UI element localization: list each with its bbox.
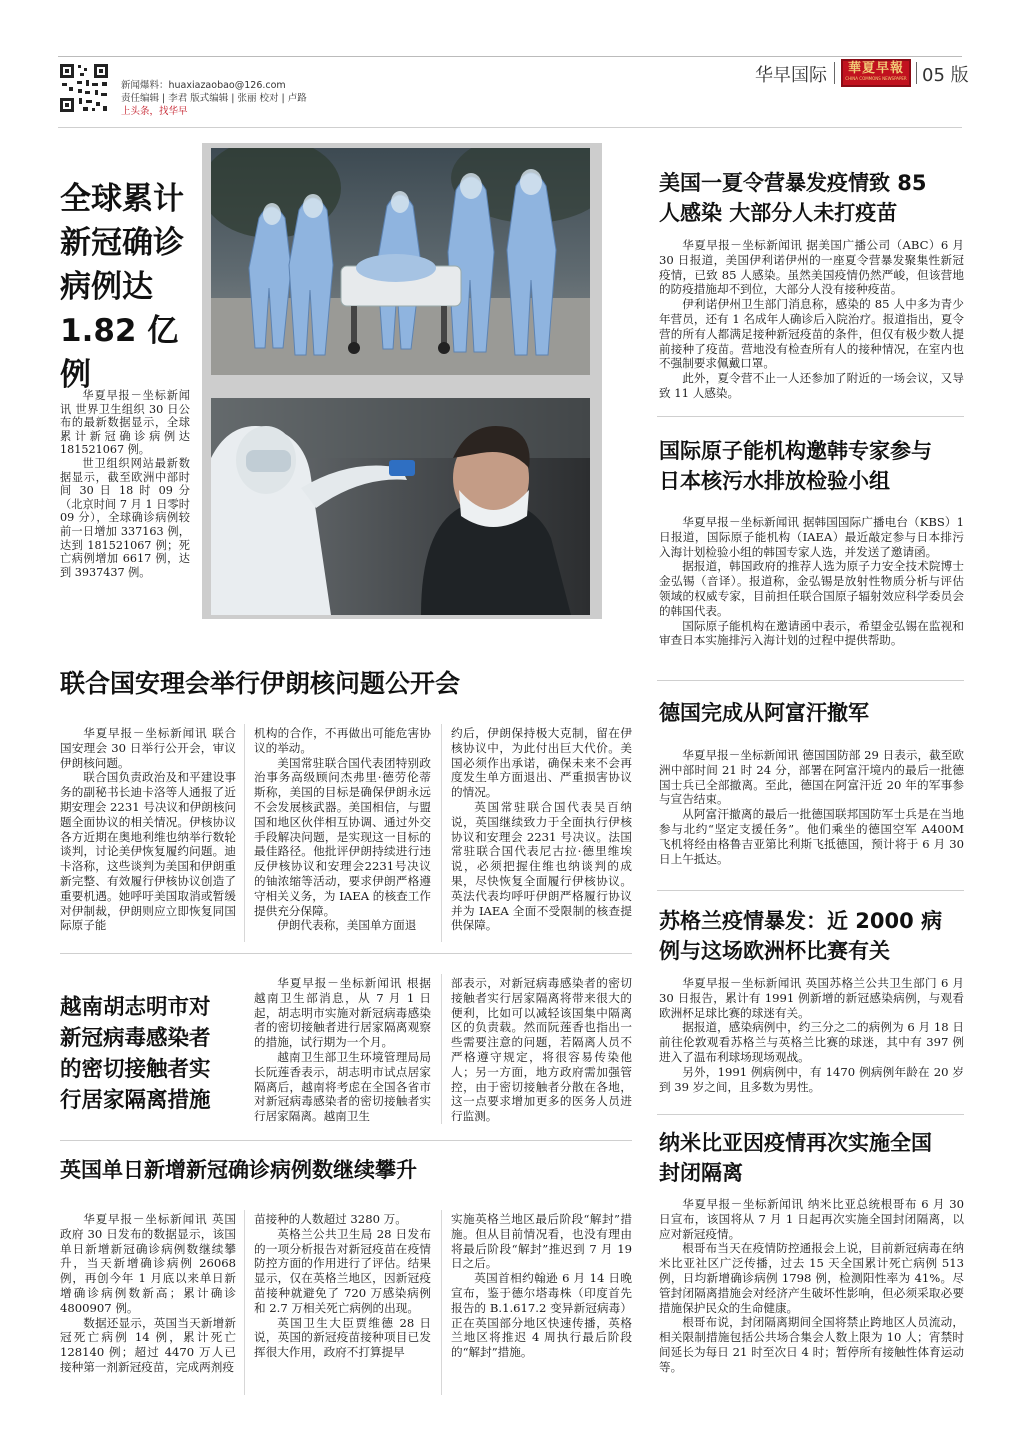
a5-headline-line: 新冠病毒感染者 (60, 1026, 211, 1051)
a8-col2 (254, 1212, 431, 1360)
a4-headline: 联合国安理会举行伊朗核问题公开会 (60, 669, 461, 698)
a5-paragraph: 部表示，对新冠病毒感染者的密切接触者实行居家隔离将带来很大的便利，比如可以减轻该国集中隔离区的负责载。然而阮莲香也指出一些需要注意的问题，若隔离人员不严格遵守规定，将很容易传染他人；另一方面，地方政府需加强管控，由于密切接触者分散在各地，这一点要求增加更多的医务人员进行监测。 (451, 976, 632, 1124)
a2-headline-line: 美国一夏令营暴发疫情致 85 (659, 171, 927, 195)
a5-col1 (254, 976, 431, 1124)
a4-paragraph: 约后，伊朗保持极大克制，留在伊核协议中，为此付出巨大代价。美国必须作出承诺，确保未来不会再度发生单方面退出、严重损害协议的情况。 (451, 726, 632, 800)
a8-paragraph: 英格兰公共卫生局 28 日发布的一项分析报告对新冠疫苗在疫情防控方面的作用进行了评估。结果显示，仅在英格兰地区，因新冠疫苗接种就避免了 720 万感染病例和 2.7 万相关死亡病例的出现。 (254, 1226, 431, 1315)
a7-paragraph: 另外，1991 例病例中，有 1470 例病例年龄在 20 岁到 39 岁之间，且多数为男性。 (659, 1064, 964, 1094)
divider (60, 1140, 632, 1141)
a6-body (659, 748, 964, 866)
a3-body (659, 515, 964, 648)
a7-headline-line: 例与这场欧洲杯比赛有关 (659, 939, 890, 963)
divider (657, 890, 964, 891)
a2-paragraph: 伊利诺伊州卫生部门消息称，感染的 85 人中多为青少年营员，还有 1 名成年人确诊后入院治疗。报道指出，夏令营的所有人都满足接种新冠疫苗的条件，但仅有极少数人提前接种了疫苗。营地没有检查所有人的接种情况，在室内也不强制要求佩戴口罩。 (659, 297, 964, 371)
divider (657, 1114, 964, 1115)
column-divider (441, 974, 442, 1124)
a9-body (659, 1197, 964, 1375)
editor-credits: 责任编辑 | 李君 版式编辑 | 张丽 校对 | 卢路 (121, 93, 307, 104)
a5-paragraph: 华夏早报－坐标新闻讯 根据越南卫生部消息，从 7 月 1 日起，胡志明市实施对新冠病毒感染者的密切接触者进行居家隔离观察的措施，试行期为一个月。 (254, 976, 431, 1050)
a7-paragraph: 据报道，感染病例中，约三分之二的病例为 6 月 18 日前往伦敦观看苏格兰与英格兰比赛的球迷，其中有 397 例进入了温布利球场现场观战。 (659, 1020, 964, 1064)
a5-headline-line: 的密切接触者实 (60, 1057, 211, 1082)
page-number: 05 版 (922, 65, 969, 86)
a4-paragraph: 英国常驻联合国代表吴百纳说，英国继续致力于全面执行伊核协议和安理会 2231 号决议。法国常驻联合国代表尼古拉·德里维埃说，必须把握住维也纳谈判的成果，尽快恢复全面履行伊核协议。英法代表均呼吁伊朗严格履行协议并为 IAEA 全面不受限制的核查提供保障。 (451, 799, 632, 933)
column-divider (441, 724, 442, 942)
a1-body (60, 389, 190, 579)
a4-paragraph: 美国常驻联合国代表团特别政治事务高级顾问杰弗里·德劳伦蒂斯称，美国的目标是确保伊朗永远不会发展核武器。美国相信，与盟国和地区伙伴相互协调、通过外交手段解决问题，是实现这一目标的最佳路径。他批评伊朗持续进行违反伊核协议和安理会2231号决议的铀浓缩等活动，要求伊朗严格遵守相关义务，为 IAEA 的核查工作提供充分保障。 (254, 755, 431, 918)
column-divider (441, 1210, 442, 1395)
photo-medical-workers (211, 148, 590, 375)
a3-paragraph: 国际原子能机构在邀请函中表示，希望金弘锡在监视和审查日本实施排污入海计划的过程中提供帮助。 (659, 618, 964, 648)
masthead-rule-bottom (58, 127, 962, 128)
a1-headline-line: 例 (60, 357, 91, 393)
a6-paragraph: 华夏早报－坐标新闻讯 德国国防部 29 日表示，截至欧洲中部时间 21 时 24 分，部署在阿富汗境内的最后一批德国士兵已全部撤离。至此，德国在阿富汗近 20 年的军事参与宣告结束。 (659, 748, 964, 807)
logo-text: 華夏早報 (847, 61, 904, 76)
logo-subtext: CHINA COMMONS NEWSPAPER (845, 76, 907, 81)
a9-paragraph: 根哥布说，封闭隔离期间全国将禁止跨地区人员流动，相关限制措施包括公共场合集会人数上限为 10 人；宵禁时间延长为每日 21 时至次日 4 时；暂停所有接触性体育运动等。 (659, 1315, 964, 1374)
a4-col3 (451, 726, 632, 933)
a7-paragraph: 华夏早报－坐标新闻讯 英国苏格兰公共卫生部门 6 月 30 日报告，累计有 1991 例新增的新冠感染病例，与观看欧洲杯足球比赛的球迷有关。 (659, 976, 964, 1020)
a5-col2 (451, 976, 632, 1124)
photo-temperature-check (211, 398, 590, 615)
a4-paragraph: 华夏早报－坐标新闻讯 联合国安理会 30 日举行公开会，审议伊朗核问题。 (60, 726, 236, 770)
a8-paragraph: 英国卫生大臣贾维德 28 日说，英国的新冠疫苗接种项目已发挥很大作用，政府不打算提早 (254, 1315, 431, 1360)
a4-paragraph: 联合国负责政治及和平建设事务的副秘书长迪卡洛等人通报了近期安理会 2231 号决议和伊朗核问题全面协议的相关情况。伊核协议各方近期在奥地利维也纳举行数轮谈判，讨论美伊恢复履约问题。迪卡洛称，这些谈判为美国和伊朗重新完整、有效履行伊核协议创造了重要机遇。她呼吁美国取消或暂缓对伊制裁，伊朗则应立即恢复同国际原子能 (60, 770, 237, 933)
divider (657, 416, 964, 417)
masthead-rule (58, 56, 962, 57)
a1-headline-line: 新冠确诊 (60, 225, 184, 261)
a5-headline-line: 越南胡志明市对 (60, 995, 211, 1020)
a2-headline-line: 人感染 大部分人未打疫苗 (659, 201, 898, 225)
a4-paragraph: 伊朗代表称，美国单方面退 (277, 918, 417, 933)
news-tip: 新闻爆料：huaxiazaobao@126.com (121, 80, 286, 91)
a4-col1 (60, 726, 236, 933)
a6-paragraph: 从阿富汗撤离的最后一批德国联邦国防军士兵是在当地参与北约“坚定支援任务”。他们乘坐的德国空军 A400M 飞机将经由格鲁吉亚第比利斯飞抵德国，预计将于 6 月 30 日上午抵达。 (659, 807, 964, 866)
a9-headline-line: 纳米比亚因疫情再次实施全国 (659, 1131, 932, 1155)
a1-headline-line: 1.82 亿 (60, 313, 179, 349)
a1-paragraph: 华夏早报－坐标新闻讯 世界卫生组织 30 日公布的最新数据显示，全球累计新冠确诊病例达 181521067 例。 (60, 389, 190, 457)
column-divider (244, 1210, 245, 1395)
a2-paragraph: 华夏早报－坐标新闻讯 据美国广播公司（ABC）6 月 30 日报道，美国伊利诺伊州的一座夏令营暴发聚集性新冠疫情，已致 85 人感染。虽然美国疫情仍然严峻，但该营地的防疫措施却不到位，大部分人没有接种疫苗。 (659, 238, 964, 297)
masthead-divider-2 (916, 62, 917, 84)
a1-headline-line: 病例达 (60, 269, 153, 305)
a2-body (659, 238, 964, 401)
a6-headline-line: 德国完成从阿富汗撤军 (659, 701, 869, 725)
divider (60, 953, 632, 954)
a2-paragraph: 此外，夏令营不止一人还参加了附近的一场会议，又导致 11 人感染。 (659, 371, 964, 400)
a1-headline-line: 全球累计 (60, 181, 184, 217)
a9-paragraph: 华夏早报－坐标新闻讯 纳米比亚总统根哥布 6 月 30 日宣布，该国将从 7 月 1 日起再次实施全国封闭隔离，以应对新冠疫情。 (659, 1197, 964, 1241)
newspaper-logo (841, 59, 911, 87)
a4-paragraph: 机构的合作，不再做出可能危害协议的举动。 (254, 726, 431, 755)
a9-headline-line: 封闭隔离 (659, 1161, 743, 1185)
a1-paragraph: 世卫组织网站最新数据显示，截至欧洲中部时间 30 日 18 时 09 分（北京时间 7 月 1 日零时 09 分），全球确诊病例较前一日增加 337163 例，达到 181521067 例；死亡病例增加 6617 例，达到 3937437 例。 (60, 456, 190, 579)
a8-col3 (451, 1212, 632, 1360)
masthead-divider (834, 62, 835, 84)
a4-col2 (254, 726, 431, 933)
a3-headline-line: 国际原子能机构邀韩专家参与 (659, 439, 932, 463)
a3-headline-line: 日本核污水排放检验小组 (659, 469, 890, 493)
a3-paragraph: 华夏早报－坐标新闻讯 据韩国国际广播电台（KBS）1 日报道，国际原子能机构（IAEA）最近敲定参与日本排污入海计划检验小组的韩国专家人选，并发送了邀请函。 (659, 515, 964, 559)
a8-col1 (60, 1212, 236, 1375)
a8-paragraph: 数据还显示，英国当天新增新冠死亡病例 14 例，累计死亡 128140 例；超过 4470 万人已接种第一剂新冠疫苗，完成两剂疫 (60, 1315, 236, 1374)
a8-headline: 英国单日新增新冠确诊病例数继续攀升 (60, 1158, 417, 1182)
a7-headline-line: 苏格兰疫情暴发：近 2000 病 (659, 909, 943, 933)
section-name: 华早国际 (755, 65, 827, 86)
a8-paragraph: 英国首相约翰逊 6 月 14 日晚宣布，鉴于德尔塔毒株（印度首先报告的 B.1.617.2 变异新冠病毒）正在英国部分地区快速传播，英格兰地区将推迟 4 周执行最后阶段的“解封”措施。 (451, 1271, 632, 1360)
a8-paragraph: 实施英格兰地区最后阶段“解封”措施。但从目前情况看，也没有理由将最后阶段“解封”推迟到 7 月 19 日之后。 (451, 1212, 632, 1271)
a5-headline-line: 行居家隔离措施 (60, 1088, 211, 1113)
qr-code (58, 62, 110, 114)
divider (657, 680, 964, 681)
a7-body (659, 976, 964, 1094)
a8-paragraph: 华夏早报－坐标新闻讯 英国政府 30 日发布的数据显示，该国单日新增新冠确诊病例数继续攀升，当天新增确诊病例 26068 例，再创今年 1 月底以来单日新增确诊病例数新高；累计确诊 4800907 例。 (60, 1212, 236, 1315)
column-divider (244, 724, 245, 942)
slogan: 上头条，找华早 (121, 106, 188, 117)
a5-paragraph: 越南卫生部卫生环境管理局局长阮莲香表示，胡志明市试点居家隔离后，越南将考虑在全国各省市对新冠病毒感染者的密切接触者实行居家隔离。越南卫生 (254, 1049, 431, 1124)
a8-paragraph: 苗接种的人数超过 3280 万。 (254, 1212, 407, 1226)
a9-paragraph: 根哥布当天在疫情防控通报会上说，目前新冠病毒在纳米比亚社区广泛传播，过去 15 天全国累计死亡病例 513 例，日均新增确诊病例 1798 例，检测阳性率为 41%。尽管封闭隔离措施会对经济产生破坏性影响，但必须采取必要措施保护民众的生命健康。 (659, 1241, 964, 1315)
a3-paragraph: 据报道，韩国政府的推荐人选为原子力安全技术院博士金弘锡（音译）。报道称，金弘锡是放射性物质分析与评估领域的权威专家，目前担任联合国原子辐射效应科学委员会的韩国代表。 (659, 559, 964, 618)
